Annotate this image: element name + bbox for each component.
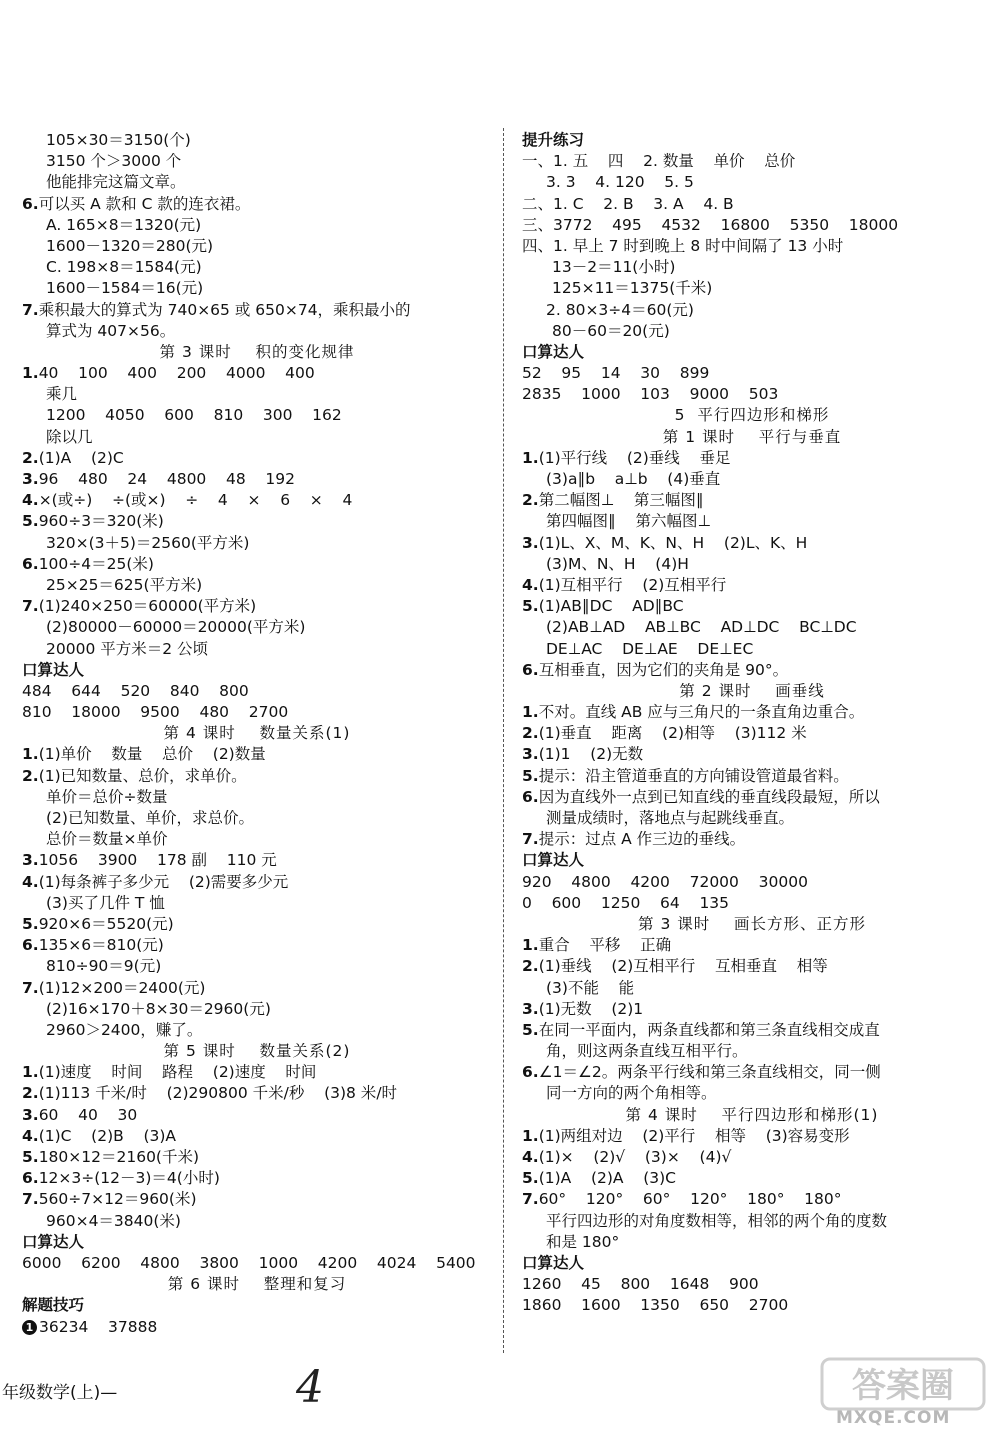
answer-text: (1)互相平行 (2)互相平行 — [538, 575, 727, 594]
answer-text: (1)无数 (2)1 — [538, 999, 644, 1018]
right-line — [522, 1189, 982, 1210]
right-line — [522, 278, 982, 299]
answer-text: (1)单价 数量 总价 (2)数量 — [38, 745, 266, 764]
question-number: 7. — [22, 597, 39, 616]
right-line — [522, 130, 982, 151]
answer-text: 口算达人 — [22, 1232, 85, 1251]
question-number: 3. — [22, 851, 39, 870]
question-number: 5. — [522, 1020, 539, 1039]
answer-text: 一、1. 五 四 2. 数量 单价 总价 — [522, 152, 796, 171]
left-line — [22, 639, 492, 660]
footer-book-title: 年级数学(上)— — [2, 1383, 118, 1403]
right-line — [522, 575, 982, 596]
right-line — [522, 363, 982, 384]
answer-text: ×(或÷) ÷(或×) ÷ 4 × 6 × 4 — [38, 491, 353, 510]
answer-text: 40 100 400 200 4000 400 — [38, 364, 315, 383]
answer-text: 484 644 520 840 800 — [22, 681, 249, 700]
answer-text: 180×12＝2160(千米) — [38, 1148, 200, 1166]
right-line — [522, 405, 982, 426]
left-line — [22, 321, 492, 342]
left-line — [22, 342, 492, 363]
right-line — [522, 194, 982, 215]
left-line — [22, 384, 492, 405]
answer-text: (1)垂直 距离 (2)相等 (3)112 米 — [538, 724, 807, 743]
right-line — [522, 1168, 982, 1189]
answer-text: 920×6＝5520(元) — [38, 914, 174, 933]
answer-text: 1200 4050 600 810 300 162 — [46, 406, 342, 425]
right-line — [522, 1041, 982, 1062]
answer-text: 2835 1000 103 9000 503 — [522, 385, 779, 404]
right-line — [522, 1253, 982, 1274]
answer-text: 口算达人 — [522, 851, 585, 870]
answer-text: 920 4800 4200 72000 30000 — [522, 872, 808, 891]
answer-text: 乘几 — [46, 385, 78, 404]
left-answer-column — [22, 130, 492, 1338]
question-number: 7. — [522, 1190, 539, 1209]
answer-text: 和是 180° — [546, 1232, 620, 1251]
answer-text: (1)A (2)C — [38, 448, 124, 467]
answer-text: 乘积最大的算式为 740×65 或 650×74，乘积最小的 — [38, 300, 411, 319]
left-line — [22, 766, 492, 787]
answer-text: 2. 80×3÷4＝60(元) — [546, 300, 694, 319]
answer-text: 第四幅图∥ 第六幅图⊥ — [546, 512, 711, 531]
answer-text: (2)16×170＋8×30＝2960(元) — [46, 999, 271, 1018]
answer-text: 52 95 14 30 899 — [522, 364, 710, 383]
left-line — [22, 617, 492, 638]
question-number: 1. — [522, 448, 539, 467]
answer-text: 36234 37888 — [39, 1317, 158, 1336]
answer-text: 单价＝总价÷数量 — [46, 787, 168, 806]
answer-text: (2)AB⊥AD AB⊥BC AD⊥DC BC⊥DC — [546, 618, 857, 637]
right-line — [522, 829, 982, 850]
answer-text: 25×25＝625(平方米) — [46, 575, 203, 594]
left-line — [22, 1126, 492, 1147]
right-line — [522, 1020, 982, 1041]
right-line — [522, 1062, 982, 1083]
answer-text: 不对。直线 AB 应与三角尺的一条直角边重合。 — [538, 703, 865, 722]
answer-text: 测量成绩时，落地点与起跳线垂直。 — [546, 809, 795, 827]
question-number: 5. — [522, 766, 539, 785]
answer-text: 总价＝数量×单价 — [46, 830, 168, 849]
right-line — [522, 1274, 982, 1295]
answer-text: (1)AB∥DC AD∥BC — [538, 597, 684, 616]
left-line — [22, 829, 492, 850]
answer-text: 口算达人 — [522, 1253, 585, 1272]
answer-text: (1)1 (2)无数 — [538, 745, 644, 764]
right-line — [522, 1083, 982, 1104]
answer-text: (1)C (2)B (3)A — [38, 1126, 177, 1145]
right-line — [522, 384, 982, 405]
right-line — [522, 1211, 982, 1232]
left-line — [22, 978, 492, 999]
question-number: 5. — [522, 1169, 539, 1188]
answer-text: 2960＞2400，赚了。 — [46, 1020, 203, 1039]
answer-text: 重合 平移 正确 — [538, 936, 672, 955]
question-number: 7. — [522, 830, 539, 849]
answer-text: 0 600 1250 64 135 — [522, 893, 730, 912]
answer-text: (1)速度 时间 路程 (2)速度 时间 — [38, 1063, 317, 1082]
question-number: 4. — [22, 872, 39, 891]
right-line — [522, 236, 982, 257]
right-line — [522, 681, 982, 702]
right-line — [522, 533, 982, 554]
answer-text: 因为直线外一点到已知直线的垂直线段最短，所以 — [538, 787, 880, 806]
answer-text: (1)平行线 (2)垂线 垂足 — [538, 448, 731, 467]
left-line — [22, 702, 492, 723]
answer-text: 三、3772 495 4532 16800 5350 18000 — [522, 215, 899, 234]
right-line — [522, 808, 982, 829]
right-line — [522, 1126, 982, 1147]
left-line — [22, 935, 492, 956]
answer-text: 第二幅图⊥ 第三幅图∥ — [538, 491, 704, 510]
page-number: 4 — [296, 1362, 324, 1413]
answer-text: 第 5 课时 数量关系(2) — [163, 1042, 351, 1061]
question-number: 5. — [22, 1148, 39, 1166]
answer-text: 口算达人 — [22, 660, 85, 679]
answer-text: 第 4 课时 平行四边形和梯形(1) — [625, 1105, 879, 1124]
right-line — [522, 300, 982, 321]
answer-text: (1)× (2)√ (3)× (4)√ — [538, 1148, 732, 1166]
question-number: 2. — [522, 724, 539, 743]
answer-text: 提升练习 — [522, 131, 585, 149]
answer-text: 96 480 24 4800 48 192 — [38, 470, 296, 488]
question-number: 1. — [22, 1063, 39, 1082]
left-line — [22, 257, 492, 278]
question-number: 6. — [22, 1169, 39, 1188]
answer-text: 在同一平面内，两条直线都和第三条直线相交成直 — [538, 1020, 880, 1039]
answer-text: (2)已知数量、单价，求总价。 — [46, 809, 254, 827]
right-line — [522, 872, 982, 893]
answer-text: 1260 45 800 1648 900 — [522, 1275, 759, 1294]
left-line — [22, 808, 492, 829]
right-line — [522, 448, 982, 469]
left-line — [22, 172, 492, 193]
question-number: 3. — [522, 533, 539, 552]
right-line — [522, 766, 982, 787]
right-line — [522, 914, 982, 935]
answer-text: DE⊥AC DE⊥AE DE⊥EC — [546, 639, 754, 658]
question-number: 2. — [522, 957, 539, 976]
answer-text: (1)12×200＝2400(元) — [38, 978, 206, 997]
left-line — [22, 533, 492, 554]
answer-text: (3)不能 能 — [546, 978, 635, 997]
left-line — [22, 1295, 492, 1316]
question-number: 4. — [522, 1148, 539, 1166]
answer-text: ∠1＝∠2。两条平行线和第三条直线相交，同一侧 — [538, 1063, 881, 1082]
right-line — [522, 787, 982, 808]
left-line — [22, 850, 492, 871]
answer-text: 1600－1320＝280(元) — [46, 236, 214, 255]
answer-text: 第 3 课时 画长方形、正方形 — [638, 914, 866, 933]
right-line — [522, 469, 982, 490]
right-line — [522, 511, 982, 532]
answer-text: 算式为 407×56。 — [46, 321, 176, 340]
left-line — [22, 427, 492, 448]
left-line — [22, 744, 492, 765]
answer-text: (2)80000－60000＝20000(平方米) — [46, 618, 306, 637]
right-line — [522, 660, 982, 681]
answer-text: (3)a∥b a⊥b (4)垂直 — [546, 470, 721, 488]
right-line — [522, 1105, 982, 1126]
answer-text: 二、1. C 2. B 3. A 4. B — [522, 194, 734, 213]
right-line — [522, 427, 982, 448]
question-number: 1. — [522, 936, 539, 955]
answer-text: 105×30＝3150(个) — [46, 131, 191, 149]
left-line — [22, 236, 492, 257]
answer-text: 提示：过点 A 作三边的垂线。 — [538, 830, 746, 849]
answer-text: 320×(3＋5)＝2560(平方米) — [46, 533, 250, 552]
answer-text: (1)已知数量、总价，求单价。 — [38, 766, 247, 785]
left-line — [22, 1253, 492, 1274]
left-line — [22, 490, 492, 511]
answer-text: 除以几 — [46, 427, 93, 446]
question-number: 1. — [22, 745, 39, 764]
answer-text: 解题技巧 — [22, 1296, 85, 1315]
question-number: 2. — [22, 766, 39, 785]
left-line — [22, 1083, 492, 1104]
answer-text: 810 18000 9500 480 2700 — [22, 703, 289, 722]
right-line — [522, 1232, 982, 1253]
answer-text: 3. 3 4. 120 5. 5 — [546, 173, 694, 192]
question-number: 5. — [22, 914, 39, 933]
answer-text: 6000 6200 4800 3800 1000 4200 4024 5400 — [22, 1253, 476, 1272]
question-number: 2. — [22, 448, 39, 467]
left-line — [22, 300, 492, 321]
question-number: 6. — [522, 1063, 539, 1082]
answer-text: 第 6 课时 整理和复习 — [167, 1275, 347, 1294]
right-line — [522, 978, 982, 999]
left-line — [22, 1020, 492, 1041]
right-line — [522, 639, 982, 660]
left-line — [22, 787, 492, 808]
right-line — [522, 172, 982, 193]
answer-text: 810÷90＝9(元) — [46, 957, 162, 976]
answer-text: (1)240×250＝60000(平方米) — [38, 597, 257, 616]
left-line — [22, 1168, 492, 1189]
question-number: 7. — [22, 978, 39, 997]
answer-text: (1)A (2)A (3)C — [538, 1169, 677, 1188]
answer-text: 560÷7×12＝960(米) — [38, 1190, 197, 1209]
answer-text: 13－2＝11(小时) — [552, 258, 676, 277]
answer-text: 1056 3900 178 副 110 元 — [38, 851, 277, 870]
question-number: 5. — [22, 512, 39, 531]
left-line — [22, 1211, 492, 1232]
answer-text: (1)L、X、M、K、N、H (2)L、K、H — [538, 533, 808, 552]
right-line — [522, 617, 982, 638]
right-line — [522, 342, 982, 363]
right-line — [522, 850, 982, 871]
left-line — [22, 1189, 492, 1210]
right-line — [522, 935, 982, 956]
question-number: 6. — [22, 194, 39, 213]
question-number: 7. — [22, 300, 39, 319]
left-line — [22, 1041, 492, 1062]
watermark-url: MXQE.COM — [836, 1408, 951, 1428]
left-line — [22, 1105, 492, 1126]
question-number: 6. — [22, 936, 39, 955]
answer-text: 口算达人 — [522, 342, 585, 361]
answer-text: (1)两组对边 (2)平行 相等 (3)容易变形 — [538, 1126, 850, 1145]
left-line — [22, 596, 492, 617]
left-line — [22, 363, 492, 384]
left-line — [22, 575, 492, 596]
left-line — [22, 681, 492, 702]
left-line — [22, 914, 492, 935]
answer-text: (1)每条裤子多少元 (2)需要多少元 — [38, 872, 289, 891]
right-line — [522, 702, 982, 723]
question-number: 3. — [522, 745, 539, 764]
answer-text: 1860 1600 1350 650 2700 — [522, 1296, 789, 1315]
answer-text: 第 1 课时 平行与垂直 — [662, 427, 842, 446]
column-divider — [503, 128, 504, 1353]
question-number: 4. — [22, 1126, 39, 1145]
answer-text: 1600－1584＝16(元) — [46, 279, 204, 298]
left-line — [22, 872, 492, 893]
left-line — [22, 1147, 492, 1168]
answer-text: 可以买 A 款和 C 款的连衣裙。 — [38, 194, 251, 213]
right-answer-column — [522, 130, 982, 1317]
answer-text: 100÷4＝25(米) — [38, 554, 154, 573]
answer-text: 20000 平方米＝2 公顷 — [46, 639, 209, 658]
right-line — [522, 1147, 982, 1168]
left-line — [22, 660, 492, 681]
left-line — [22, 1232, 492, 1253]
right-line — [522, 723, 982, 744]
answer-text: 第 3 课时 积的变化规律 — [159, 342, 355, 361]
answer-text: 960×4＝3840(米) — [46, 1211, 181, 1230]
answer-text: C. 198×8＝1584(元) — [46, 258, 202, 277]
question-number: 2. — [22, 1084, 39, 1103]
question-number: 4. — [22, 491, 39, 510]
answer-text: 3150 个＞3000 个 — [46, 152, 182, 171]
answer-text: 135×6＝810(元) — [38, 936, 164, 955]
answer-text: 提示：沿主管道垂直的方向铺设管道最省料。 — [538, 766, 849, 785]
left-line — [22, 554, 492, 575]
answer-text: (3)M、N、H (4)H — [546, 554, 689, 573]
question-number: 5. — [522, 597, 539, 616]
left-line — [22, 469, 492, 490]
left-line — [22, 215, 492, 236]
answer-text: 同一方向的两个角相等。 — [546, 1084, 717, 1103]
watermark-logo-text: 答案圈 — [852, 1366, 954, 1406]
right-line — [522, 321, 982, 342]
right-line — [522, 999, 982, 1020]
question-number: 4. — [522, 575, 539, 594]
answer-text: (3)买了几件 T 恤 — [46, 893, 165, 912]
left-line — [22, 1274, 492, 1295]
question-number: 1. — [22, 364, 39, 383]
answer-text: 12×3÷(12－3)＝4(小时) — [38, 1169, 220, 1188]
answer-text: 平行四边形的对角度数相等，相邻的两个角的度数 — [546, 1211, 888, 1230]
left-line — [22, 405, 492, 426]
left-line — [22, 130, 492, 151]
question-number: 7. — [22, 1190, 39, 1209]
answer-text: (1)垂线 (2)互相平行 互相垂直 相等 — [538, 957, 828, 976]
left-line — [22, 723, 492, 744]
answer-text: 四、1. 早上 7 时到晚上 8 时中间隔了 13 小时 — [522, 236, 844, 255]
question-number: 3. — [22, 470, 39, 488]
answer-text: 互相垂直，因为它们的夹角是 90°。 — [538, 660, 789, 679]
answer-text: 角，则这两条直线互相平行。 — [546, 1042, 748, 1061]
right-line — [522, 490, 982, 511]
answer-text: 他能排完这篇文章。 — [46, 173, 186, 192]
left-line — [22, 893, 492, 914]
left-line — [22, 1317, 492, 1338]
question-number: 1. — [522, 703, 539, 722]
answer-text: 60 40 30 — [38, 1105, 138, 1124]
answer-text: 125×11＝1375(千米) — [552, 279, 713, 298]
answer-text: (1)113 千米/时 (2)290800 千米/秒 (3)8 米/时 — [38, 1084, 398, 1103]
answer-text: 960÷3＝320(米) — [38, 512, 164, 531]
left-line — [22, 194, 492, 215]
right-line — [522, 744, 982, 765]
right-line — [522, 1295, 982, 1316]
left-line — [22, 151, 492, 172]
answer-text: A. 165×8＝1320(元) — [46, 215, 202, 234]
right-line — [522, 554, 982, 575]
left-line — [22, 999, 492, 1020]
right-line — [522, 257, 982, 278]
answer-text: 5 平行四边形和梯形 — [674, 406, 830, 425]
left-line — [22, 278, 492, 299]
left-line — [22, 956, 492, 977]
question-number: 1. — [522, 1126, 539, 1145]
question-number: 6. — [22, 554, 39, 573]
right-line — [522, 215, 982, 236]
right-line — [522, 151, 982, 172]
question-number: 3. — [22, 1105, 39, 1124]
right-line — [522, 596, 982, 617]
right-line — [522, 956, 982, 977]
answer-text: 第 2 课时 画垂线 — [679, 681, 825, 700]
left-line — [22, 1062, 492, 1083]
question-number: 6. — [522, 787, 539, 806]
left-line — [22, 511, 492, 532]
question-number: 6. — [522, 660, 539, 679]
question-number: 3. — [522, 999, 539, 1018]
right-line — [522, 893, 982, 914]
left-line — [22, 448, 492, 469]
question-number: 2. — [522, 491, 539, 510]
circled-number: 1 — [22, 1320, 37, 1335]
answer-text: 80－60＝20(元) — [552, 321, 670, 340]
answer-text: 60° 120° 60° 120° 180° 180° — [538, 1190, 842, 1209]
answer-text: 第 4 课时 数量关系(1) — [163, 724, 351, 743]
